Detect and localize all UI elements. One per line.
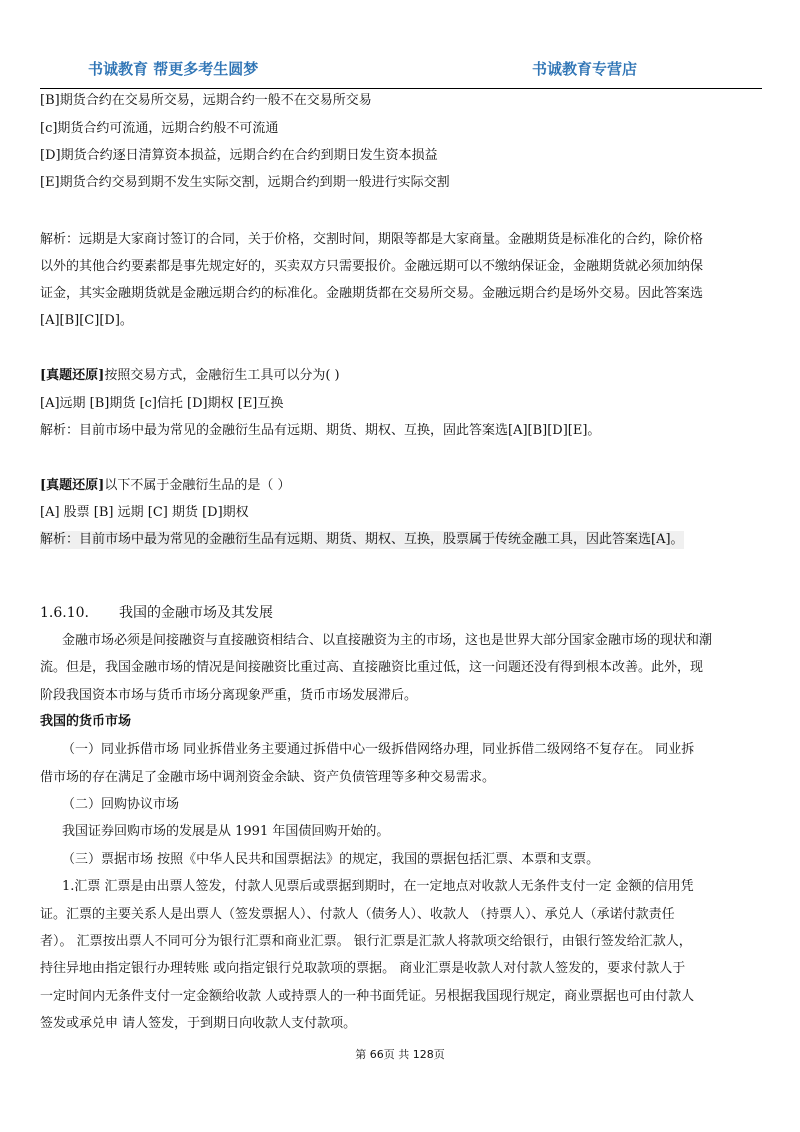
- analysis-line: 证金，其实金融期货就是金融远期合约的标准化。金融期货都在交易所交易。金融远期合约是场外交易。因此答案选: [40, 286, 704, 301]
- question-3-options: [A] 股票 [B] 远期 [C] 期货 [D]期权: [40, 505, 249, 520]
- subheading-money-market: 我国的货币市场: [40, 714, 132, 729]
- question-text: 按照交易方式，金融衍生工具可以分为( ): [104, 368, 340, 383]
- question-3-analysis: 解析：目前市场中最为常见的金融衍生品有远期、期货、期权、互换，股票属于传统金融工具，因此答案选[A]。: [40, 532, 684, 547]
- section-title: 我国的金融市场及其发展: [118, 605, 273, 621]
- bill-detail-line: 签发或承兑申 请人签发，于到期日向收款人支付款项。: [40, 1016, 357, 1031]
- bill-detail-line: 持往异地由指定银行办理转账 或向指定银行兑取款项的票据。 商业汇票是收款人对付款人签发的，要求付款人于: [40, 961, 686, 976]
- option-line: [c]期货合约可流通，远期合约般不可流通: [40, 121, 279, 136]
- option-line: [E]期货合约交易到期不发生实际交割，远期合约到期一般进行实际交割: [40, 175, 450, 190]
- section-paragraph-line: 金融市场必须是间接融资与直接融资相结合、以直接融资为主的市场，这也是世界大部分国家金融市场的现状和潮: [62, 633, 713, 648]
- bill-detail-line: 者）。 汇票按出票人不同可分为银行汇票和商业汇票。 银行汇票是汇款人将款项交给银行，由银行签发给汇款人，: [40, 934, 692, 949]
- bill-detail-line: 1.汇票 汇票是由出票人签发，付款人见票后或票据到期时，在一定地点对收款人无条件支付一定 金额的信用凭: [62, 879, 694, 894]
- section-paragraph-line: 阶段我国资本市场与货币市场分离现象严重，货币市场发展滞后。: [40, 688, 418, 703]
- header-divider: [40, 88, 762, 89]
- question-tag: [真题还原]: [40, 368, 105, 383]
- interbank-market-line: 借市场的存在满足了金融市场中调剂资金余缺、资产负债管理等多种交易需求。: [40, 770, 496, 785]
- question-3: [40, 477, 290, 495]
- section-number: 1.6.10.: [40, 605, 89, 621]
- bill-detail-line: 证。汇票的主要关系人是出票人（签发票据人）、付款人（债务人）、收款人 （持票人）、承兑人（承诺付款责任: [40, 907, 675, 922]
- header-left-title: 书诚教育 帮更多考生圆梦: [88, 60, 259, 78]
- question-2-analysis: 解析：目前市场中最为常见的金融衍生品有远期、期货、期权、互换，固此答案选[A][B][D][E]。: [40, 423, 601, 438]
- analysis-line: [A][B][C][D]。: [40, 313, 133, 328]
- interbank-market-line: （一）同业拆借市场 同业拆借业务主要通过拆借中心一级拆借网络办理，同业拆借二级网络不复存在。 同业拆: [62, 742, 695, 757]
- question-text: 以下不属于金融衍生品的是（ ）: [104, 478, 291, 493]
- option-line: [B]期货合约在交易所交易，远期合约一般不在交易所交易: [40, 93, 372, 108]
- bill-detail-line: 一定时间内无条件支付一定金额给收款 人或持票人的一种书面凭证。另根据我国现行规定，商业票据也可由付款人: [40, 989, 695, 1004]
- repo-market-text: 我国证券回购市场的发展是从 1991 年国债回购开始的。: [62, 824, 390, 839]
- question-2: [40, 367, 340, 385]
- repo-market-heading: （二）回购协议市场: [62, 797, 180, 812]
- analysis-line: 解析：远期是大家商讨签订的合同，关于价格，交割时间，期限等都是大家商量。金融期货是标准化的合约，除价格: [40, 232, 704, 247]
- section-heading: [40, 604, 273, 622]
- header-right-title: 书诚教育专营店: [532, 60, 638, 78]
- analysis-line: 以外的其他合约要素都是事先规定好的，买卖双方只需要报价。金融远期可以不缴纳保证金，金融期货就必须加纳保: [40, 259, 704, 274]
- bill-market-heading: （三）票据市场 按照《中华人民共和国票据法》的规定，我国的票据包括汇票、本票和支票。: [62, 852, 600, 867]
- section-paragraph-line: 流。但是，我国金融市场的情况是间接融资比重过高、直接融资比重过低，这一问题还没有得到根本改善。此外，现: [40, 660, 704, 675]
- page-number: 第 66页 共 128页: [355, 1048, 445, 1061]
- question-tag: [真题还原]: [40, 478, 105, 493]
- option-line: [D]期货合约逐日清算资本损益，远期合约在合约到期日发生资本损益: [40, 148, 438, 163]
- question-2-options: [A]远期 [B]期货 [c]信托 [D]期权 [E]互换: [40, 396, 284, 411]
